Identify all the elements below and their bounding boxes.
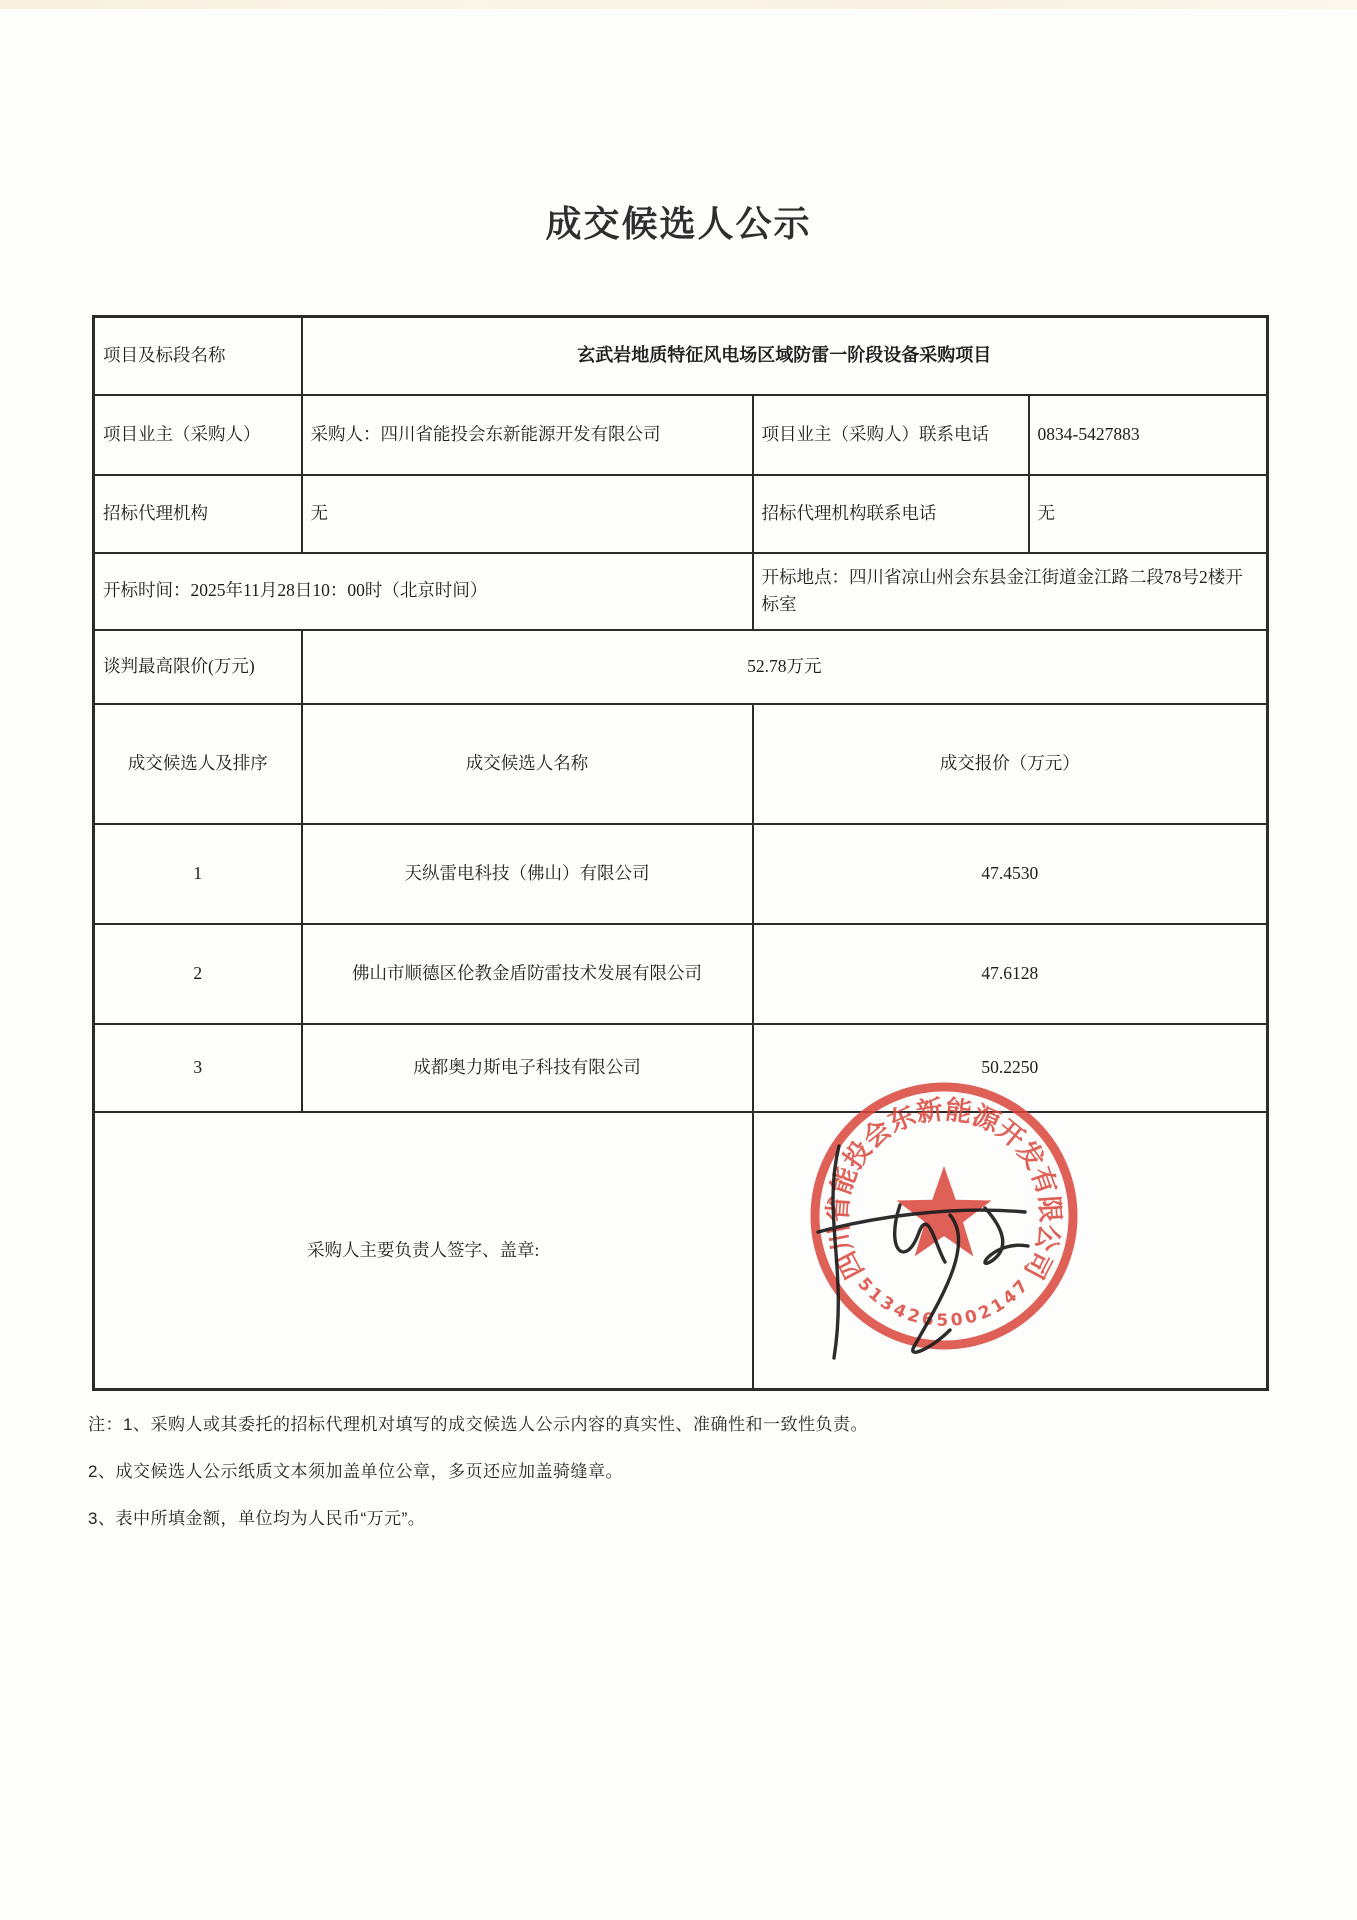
candidate-row <box>94 824 1268 924</box>
signature-label: 采购人主要负责人签字、盖章: <box>94 1112 753 1390</box>
seal-number-text <box>853 1274 1034 1331</box>
footer-notes <box>88 1414 1278 1555</box>
agency-phone-value: 无 <box>1029 475 1268 553</box>
agency-label: 招标代理机构 <box>94 475 302 553</box>
row-max-price <box>94 630 1268 704</box>
candidate-name: 天纵雷电科技（佛山）有限公司 <box>302 824 753 924</box>
seal-number-arc: 5134265002147 <box>853 1273 1035 1332</box>
row-owner <box>94 395 1268 475</box>
opening-place: 开标地点：四川省凉山州会东县金江街道金江路二段78号2楼开标室 <box>753 553 1268 630</box>
note-2: 2、成交候选人公示纸质文本须加盖单位公章，多页还应加盖骑缝章。 <box>88 1462 623 1481</box>
seal-svg <box>764 1050 1124 1390</box>
row-agency <box>94 475 1268 553</box>
candidates-header-name: 成交候选人名称 <box>302 704 753 824</box>
page-title: 成交候选人公示 <box>545 203 812 244</box>
owner-value: 采购人：四川省能投会东新能源开发有限公司 <box>302 395 753 475</box>
row-opening <box>94 553 1268 630</box>
candidate-price: 47.4530 <box>753 824 1268 924</box>
opening-time: 开标时间：2025年11月28日10：00时（北京时间） <box>94 553 753 630</box>
candidate-price: 47.6128 <box>753 924 1268 1024</box>
candidate-name: 成都奥力斯电子科技有限公司 <box>302 1024 753 1112</box>
candidate-row <box>94 924 1268 1024</box>
project-name-label: 项目及标段名称 <box>94 317 302 395</box>
row-candidates-header <box>94 704 1268 824</box>
note-1: 注：1、采购人或其委托的招标代理机对填写的成交候选人公示内容的真实性、准确性和一致性负责。 <box>88 1415 868 1434</box>
owner-label: 项目业主（采购人） <box>94 395 302 475</box>
agency-phone-label: 招标代理机构联系电话 <box>753 475 1029 553</box>
owner-phone-label: 项目业主（采购人）联系电话 <box>753 395 1029 475</box>
candidate-rank: 1 <box>94 824 302 924</box>
candidate-name: 佛山市顺德区伦教金盾防雷技术发展有限公司 <box>302 924 753 1024</box>
candidate-price: 50.2250 <box>753 1024 1268 1112</box>
note-3: 3、表中所填金额，单位均为人民币“万元”。 <box>88 1509 426 1528</box>
project-name-value: 玄武岩地质特征风电场区域防雷一阶段设备采购项目 <box>302 317 1268 395</box>
red-seal <box>815 1087 1073 1345</box>
max-price-label: 谈判最高限价(万元) <box>94 630 302 704</box>
owner-phone-value: 0834-5427883 <box>1029 395 1268 475</box>
row-project-name <box>94 317 1268 395</box>
company-seal-and-signature <box>764 1050 1124 1390</box>
seal-company-arc: 四川省能投会东新能源开发有限公司 <box>822 1094 1066 1284</box>
agency-value: 无 <box>302 475 753 553</box>
scan-edge-artifact <box>0 0 1357 9</box>
candidate-rank: 2 <box>94 924 302 1024</box>
candidate-rank: 3 <box>94 1024 302 1112</box>
candidates-header-rank: 成交候选人及排序 <box>94 704 302 824</box>
max-price-value: 52.78万元 <box>302 630 1268 704</box>
candidates-header-price: 成交报价（万元） <box>753 704 1268 824</box>
